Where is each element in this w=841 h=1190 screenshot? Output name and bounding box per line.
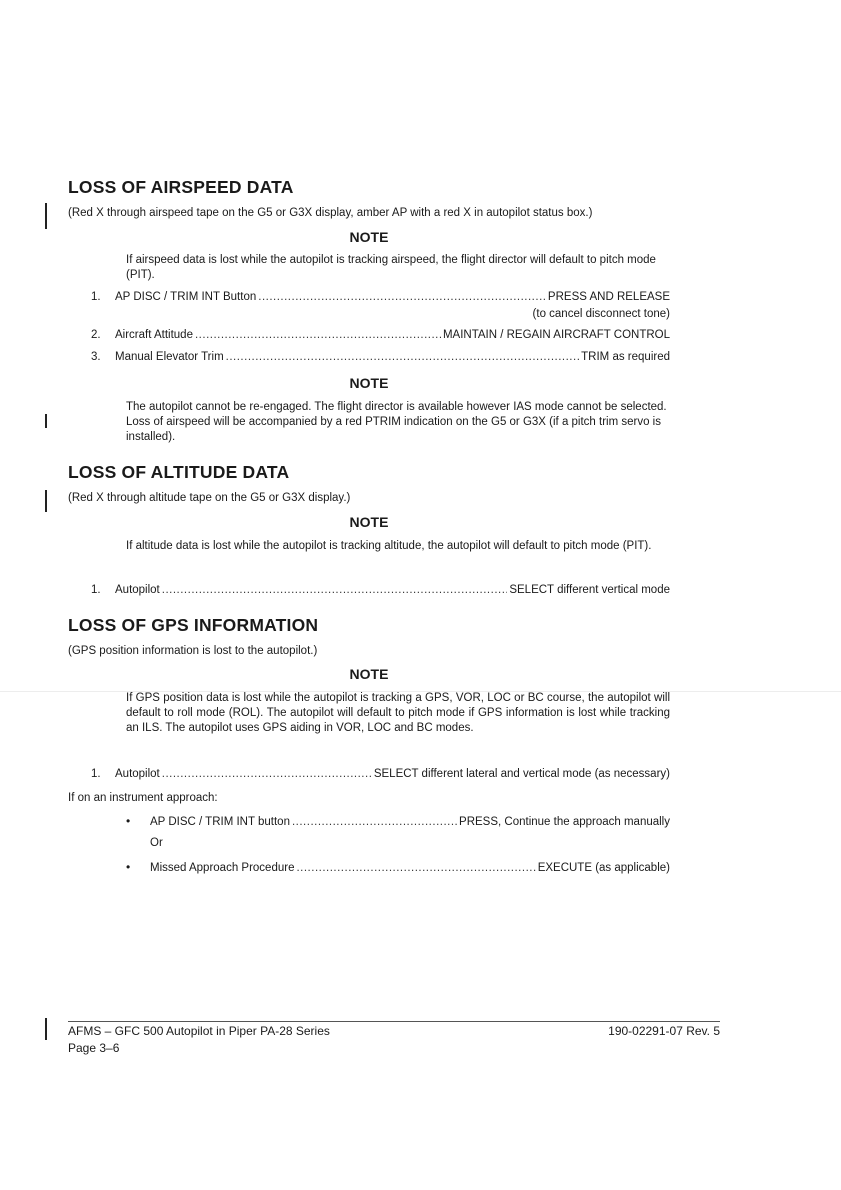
step-number: 1. bbox=[91, 291, 101, 303]
step-action-note: (to cancel disconnect tone) bbox=[532, 308, 670, 320]
step-label: Autopilot bbox=[115, 584, 160, 596]
section-subtitle-altitude: (Red X through altitude tape on the G5 or G3X display.) bbox=[68, 492, 351, 504]
note-text-altitude: If altitude data is lost while the autopilot is tracking altitude, the autopilot will default to pitch mode (PIT). bbox=[126, 540, 652, 552]
step-label: AP DISC / TRIM INT Button bbox=[115, 291, 257, 303]
step-action: MAINTAIN / REGAIN AIRCRAFT CONTROL bbox=[442, 329, 670, 341]
bullet-label: Missed Approach Procedure bbox=[150, 862, 295, 874]
procedure-step bbox=[91, 329, 670, 344]
procedure-step bbox=[91, 768, 670, 783]
procedure-step bbox=[91, 584, 670, 599]
step-number: 3. bbox=[91, 351, 101, 363]
change-bar bbox=[45, 490, 47, 512]
note-heading: NOTE bbox=[349, 375, 389, 391]
step-action: TRIM as required bbox=[581, 351, 670, 363]
section-title-gps: LOSS OF GPS INFORMATION bbox=[68, 615, 319, 635]
or-text: Or bbox=[150, 837, 163, 849]
change-bar bbox=[45, 414, 47, 428]
step-label: Autopilot bbox=[115, 768, 160, 780]
step-number: 2. bbox=[91, 329, 101, 341]
footer-doc-number: 190-02291-07 Rev. 5 bbox=[608, 1024, 720, 1038]
leader-dots bbox=[292, 816, 457, 828]
note-text-gps: If GPS position data is lost while the autopilot is tracking a GPS, VOR, LOC or BC course, the autopilot will default to roll mode (ROL). The autopilot will default to pitch mode if GPS information is lost while tracking an ILS. The autopilot uses GPS aiding in VOR, LOC and BC modes. bbox=[126, 692, 670, 734]
change-bar bbox=[45, 1018, 47, 1040]
note-heading: NOTE bbox=[349, 229, 389, 245]
footer-rule bbox=[68, 1021, 720, 1022]
procedure-step bbox=[91, 291, 670, 306]
note-text-airspeed-2: The autopilot cannot be re-engaged. The flight director is available however IAS mode cannot be selected. Loss of airspeed will be accompanied by a red PTRIM indication on the G5 or G3X (if a pitch trim servo is installed). bbox=[126, 401, 667, 443]
footer-title: AFMS – GFC 500 Autopilot in Piper PA-28 Series bbox=[68, 1024, 330, 1038]
leader-dots bbox=[162, 768, 372, 780]
bullet-action: PRESS, Continue the approach manually bbox=[459, 816, 670, 828]
step-action: PRESS AND RELEASE bbox=[547, 291, 670, 303]
note-heading: NOTE bbox=[349, 666, 389, 682]
leader-dots bbox=[195, 329, 441, 341]
step-number: 1. bbox=[91, 584, 101, 596]
section-title-altitude: LOSS OF ALTITUDE DATA bbox=[68, 462, 290, 482]
leader-dots bbox=[162, 584, 508, 596]
section-subtitle-airspeed: (Red X through airspeed tape on the G5 or G3X display, amber AP with a red X in autopilot status box.) bbox=[68, 207, 593, 219]
step-action: SELECT different vertical mode bbox=[509, 584, 670, 596]
bullet-icon: • bbox=[126, 860, 131, 874]
note-heading: NOTE bbox=[349, 514, 389, 530]
change-bar bbox=[45, 203, 47, 229]
leader-dots bbox=[226, 351, 580, 363]
step-label: Aircraft Attitude bbox=[115, 329, 193, 341]
bullet-icon: • bbox=[126, 814, 131, 828]
leader-dots bbox=[258, 291, 546, 303]
leader-dots bbox=[296, 862, 535, 874]
section-title-airspeed: LOSS OF AIRSPEED DATA bbox=[68, 177, 294, 197]
step-number: 1. bbox=[91, 768, 101, 780]
footer-page-number: Page 3–6 bbox=[68, 1041, 120, 1055]
approach-intro: If on an instrument approach: bbox=[68, 792, 218, 804]
procedure-step bbox=[91, 351, 670, 366]
bullet-item bbox=[126, 814, 670, 829]
note-text-airspeed: If airspeed data is lost while the autopilot is tracking airspeed, the flight director will default to pitch mode (PIT). bbox=[126, 254, 656, 281]
bullet-action: EXECUTE (as applicable) bbox=[537, 862, 670, 874]
bullet-label: AP DISC / TRIM INT button bbox=[150, 816, 290, 828]
bullet-item bbox=[126, 860, 670, 875]
section-subtitle-gps: (GPS position information is lost to the autopilot.) bbox=[68, 645, 318, 657]
step-label: Manual Elevator Trim bbox=[115, 351, 224, 363]
step-action: SELECT different lateral and vertical mode (as necessary) bbox=[373, 768, 670, 780]
